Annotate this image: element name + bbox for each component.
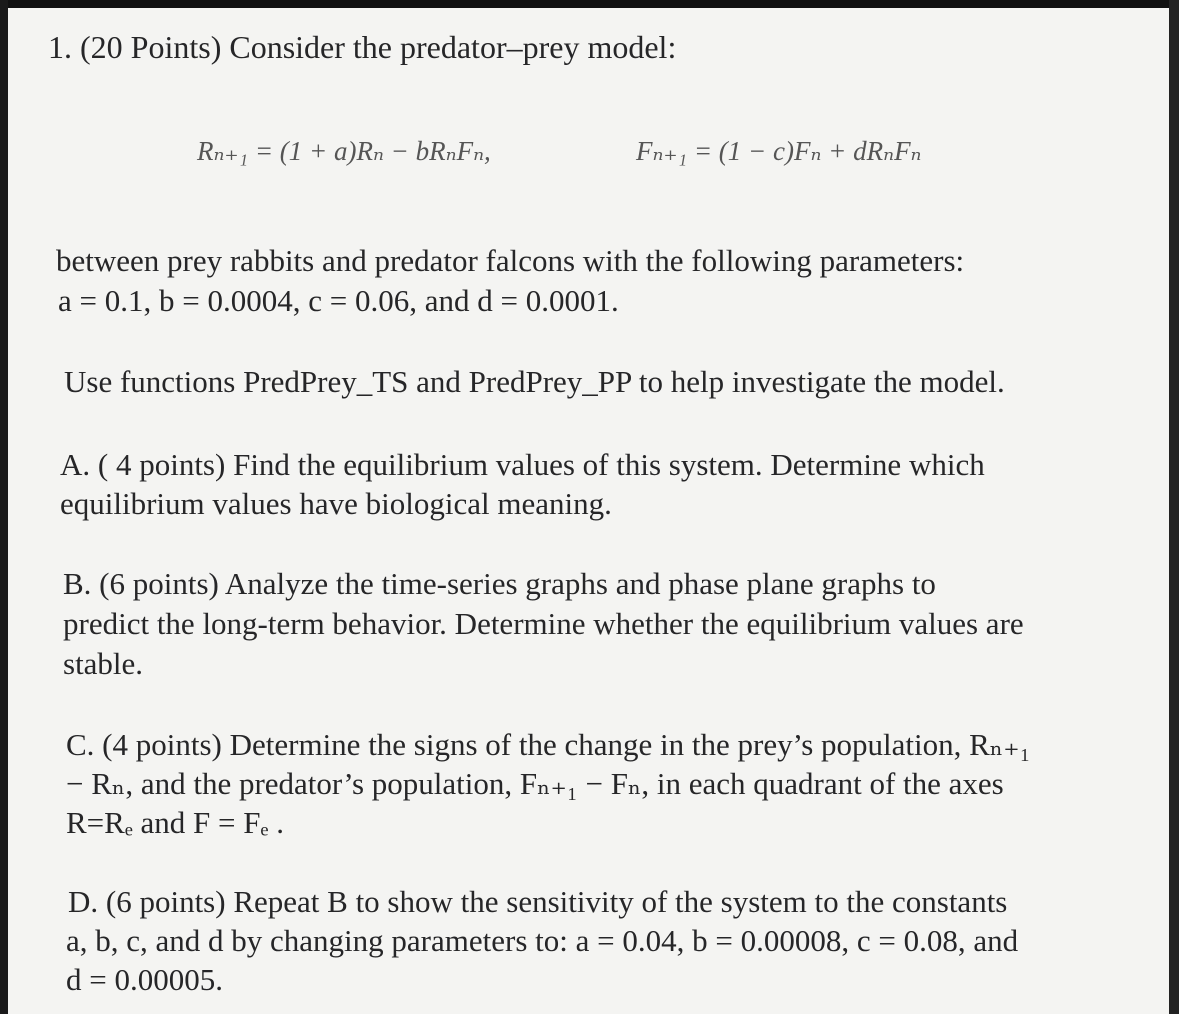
- screen-edge-left: [0, 0, 8, 1014]
- part-c-line3: R=Rₑ and F = Fₑ .: [66, 805, 284, 840]
- part-b-line3: stable.: [63, 646, 144, 681]
- screen-edge-right: [1169, 0, 1179, 1014]
- question-title: 1. (20 Points) Consider the predator–prey model:: [48, 29, 677, 65]
- part-b-line2: predict the long-term behavior. Determine whether the equilibrium values are: [63, 606, 1024, 641]
- part-d-line1: D. (6 points) Repeat B to show the sensitivity of the system to the constants: [68, 884, 1008, 919]
- part-a-line2: equilibrium values have biological meaning.: [60, 486, 612, 521]
- intro-text-line1: between prey rabbits and predator falcons with the following parameters:: [56, 243, 965, 278]
- part-d-line2: a, b, c, and d by changing parameters to: a = 0.04, b = 0.00008, c = 0.08, and: [66, 923, 1019, 958]
- part-d-line3: d = 0.00005.: [66, 962, 223, 997]
- equation-rabbits: Rₙ₊₁ = (1 + a)Rₙ − bRₙFₙ,: [197, 136, 491, 166]
- screen-edge-top: [0, 0, 1179, 8]
- part-b-line1: B. (6 points) Analyze the time-series graphs and phase plane graphs to: [63, 566, 936, 601]
- part-c-line1: C. (4 points) Determine the signs of the change in the prey’s population, Rₙ₊₁: [66, 727, 1031, 762]
- parameters-text: a = 0.1, b = 0.0004, c = 0.06, and d = 0.0001.: [58, 283, 619, 318]
- functions-instruction: Use functions PredPrey_TS and PredPrey_PP to help investigate the model.: [64, 364, 1005, 399]
- equation-falcons: Fₙ₊₁ = (1 − c)Fₙ + dRₙFₙ: [636, 136, 922, 166]
- part-c-line2: − Rₙ, and the predator’s population, Fₙ₊₁ − Fₙ, in each quadrant of the axes: [66, 766, 1004, 801]
- part-a-line1: A. ( 4 points) Find the equilibrium values of this system. Determine which: [60, 447, 985, 482]
